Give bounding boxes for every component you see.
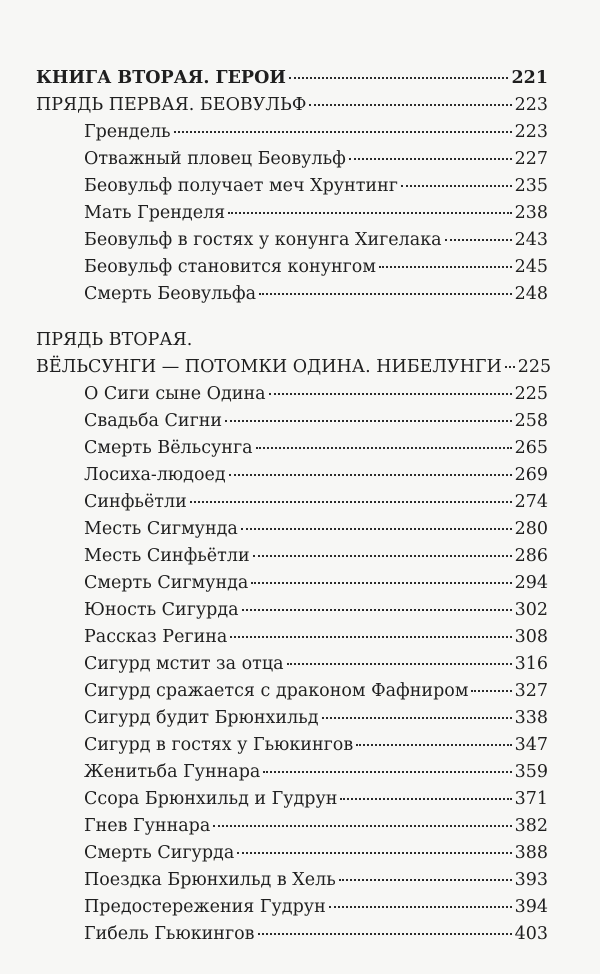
toc-leader-dots xyxy=(225,420,512,422)
toc-entry-title: Месть Сигмунда xyxy=(84,519,238,539)
toc-entry-title: Ссора Брюнхильд и Гудрун xyxy=(84,789,338,809)
toc-leader-dots xyxy=(309,104,511,106)
toc-entry-title: Мать Гренделя xyxy=(84,203,226,223)
toc-book-entry[interactable] xyxy=(36,68,548,95)
toc-leader-dots xyxy=(339,879,512,881)
toc-entry-title: Женитьба Гуннара xyxy=(84,762,261,782)
toc-leader-dots xyxy=(329,906,512,908)
toc-leader-dots xyxy=(253,555,512,557)
toc-chapter-entry[interactable] xyxy=(36,627,548,654)
section-gap xyxy=(36,311,548,330)
toc-entry-title: Смерть Сигурда xyxy=(84,843,235,863)
toc-chapter-list-2 xyxy=(36,384,548,951)
toc-page-number: 258 xyxy=(514,411,548,431)
toc-leader-dots xyxy=(237,852,511,854)
toc-entry-title: Месть Синфьётли xyxy=(84,546,250,566)
toc-leader-dots xyxy=(251,582,511,584)
toc-leader-dots xyxy=(349,158,512,160)
toc-page-number: 403 xyxy=(514,924,548,944)
toc-chapter-entry[interactable] xyxy=(36,897,548,924)
toc-page-number: 245 xyxy=(514,257,548,277)
toc-leader-dots xyxy=(287,663,512,665)
toc-page-number: 227 xyxy=(514,149,548,169)
toc-page-number: 225 xyxy=(517,357,552,377)
toc-leader-dots xyxy=(258,933,512,935)
toc-leader-dots xyxy=(340,798,511,800)
toc-part-entry[interactable] xyxy=(36,357,552,384)
toc-entry-title: Отважный пловец Беовульф xyxy=(84,149,346,169)
toc-chapter-entry[interactable] xyxy=(36,203,548,230)
toc-chapter-entry[interactable] xyxy=(36,816,548,843)
toc-page-number: 269 xyxy=(514,465,548,485)
toc-leader-dots xyxy=(230,636,511,638)
toc-entry-title: Смерть Беовульфа xyxy=(84,284,257,304)
toc-page-number: 248 xyxy=(514,284,548,304)
toc-chapter-entry[interactable] xyxy=(36,492,548,519)
toc-page-number: 308 xyxy=(514,627,548,647)
toc-chapter-entry[interactable] xyxy=(36,654,548,681)
toc-entry-title: Беовульф становится конунгом xyxy=(84,257,376,277)
toc-entry-title: ВЁЛЬСУНГИ — ПОТОМКИ ОДИНА. НИБЕЛУНГИ xyxy=(36,357,502,377)
toc-chapter-entry[interactable] xyxy=(36,843,548,870)
toc-entry-title: Синфьётли xyxy=(84,492,187,512)
toc-page-number: 338 xyxy=(514,708,548,728)
toc-page-number: 274 xyxy=(514,492,548,512)
toc-entry-title: Рассказ Регина xyxy=(84,627,228,647)
toc-chapter-entry[interactable] xyxy=(36,284,548,311)
toc-chapter-entry[interactable] xyxy=(36,573,548,600)
toc-chapter-entry[interactable] xyxy=(36,762,548,789)
toc-entry-title: Юность Сигурда xyxy=(84,600,239,620)
toc-entry-title: Беовульф в гостях у конунга Хигелака xyxy=(84,230,442,250)
toc-chapter-entry[interactable] xyxy=(36,546,548,573)
toc-chapter-entry[interactable] xyxy=(36,519,548,546)
toc-leader-dots xyxy=(213,825,511,827)
toc-chapter-entry[interactable] xyxy=(36,122,548,149)
toc-page-number: 286 xyxy=(514,546,548,566)
toc-page-number: 382 xyxy=(514,816,548,836)
toc-entry-title: Грендель xyxy=(84,122,171,142)
toc-chapter-entry[interactable] xyxy=(36,924,548,951)
toc-leader-dots xyxy=(471,690,511,692)
toc-leader-dots xyxy=(269,393,512,395)
toc-chapter-entry[interactable] xyxy=(36,708,548,735)
toc-leader-dots xyxy=(190,501,512,503)
toc-chapter-entry[interactable] xyxy=(36,870,548,897)
toc-entry-title: Беовульф получает меч Хрунтинг xyxy=(84,176,398,196)
toc-chapter-entry[interactable] xyxy=(36,735,548,762)
toc-entry-title: Свадьба Сигни xyxy=(84,411,223,431)
toc-entry-title: Гнев Гуннара xyxy=(84,816,211,836)
toc-page-number: 359 xyxy=(514,762,548,782)
toc-part-title-line: ПРЯДЬ ВТОРАЯ. xyxy=(36,330,193,350)
toc-entry-title: Предостережения Гудрун xyxy=(84,897,326,917)
toc-leader-dots xyxy=(228,212,511,214)
toc-entry-title: Сигурд в гостях у Гьюкингов xyxy=(84,735,354,755)
toc-page-number: 235 xyxy=(514,176,548,196)
toc-entry-title: Гибель Гьюкингов xyxy=(84,924,255,944)
toc-page-number: 393 xyxy=(514,870,548,890)
toc-page-number: 294 xyxy=(514,573,548,593)
toc-chapter-entry[interactable] xyxy=(36,438,548,465)
toc-page-number: 238 xyxy=(514,203,548,223)
toc-leader-dots xyxy=(356,744,511,746)
toc-leader-dots xyxy=(379,266,512,268)
toc-entry-title: Сигурд будит Брюнхильд xyxy=(84,708,319,728)
toc-page-number: 225 xyxy=(514,384,548,404)
toc-entry-title: КНИГА ВТОРАЯ. ГЕРОИ xyxy=(36,68,286,88)
toc-page-number: 394 xyxy=(514,897,548,917)
toc-leader-dots xyxy=(322,717,512,719)
toc-entry-title: Лосиха-людоед xyxy=(84,465,226,485)
toc-chapter-entry[interactable] xyxy=(36,465,548,492)
toc-chapter-entry[interactable] xyxy=(36,149,548,176)
toc-page-number: 327 xyxy=(514,681,548,701)
toc-entry-title: О Сиги сыне Одина xyxy=(84,384,266,404)
toc-chapter-entry[interactable] xyxy=(36,384,548,411)
toc-entry-title: Смерть Сигмунда xyxy=(84,573,249,593)
toc-leader-dots xyxy=(174,131,512,133)
toc-page-number: 371 xyxy=(514,789,548,809)
toc-leader-dots xyxy=(505,366,515,368)
toc-entry-title: Сигурд мстит за отца xyxy=(84,654,284,674)
toc-leader-dots xyxy=(229,474,512,476)
toc-chapter-entry[interactable] xyxy=(36,600,548,627)
toc-entry-title: Смерть Вёльсунга xyxy=(84,438,253,458)
toc-chapter-entry[interactable] xyxy=(36,257,548,284)
toc-chapter-entry[interactable] xyxy=(36,411,548,438)
toc-page-number: 302 xyxy=(514,600,548,620)
toc-chapter-list-1 xyxy=(36,122,548,311)
toc-page-number: 388 xyxy=(514,843,548,863)
toc-page-number: 221 xyxy=(511,68,548,88)
table-of-contents xyxy=(36,68,552,951)
toc-entry-title: Сигурд сражается с драконом Фафниром xyxy=(84,681,469,701)
toc-leader-dots xyxy=(256,447,512,449)
toc-leader-dots xyxy=(263,771,511,773)
toc-page-number: 347 xyxy=(514,735,548,755)
toc-leader-dots xyxy=(289,77,509,79)
toc-page-number: 280 xyxy=(514,519,548,539)
toc-page-number: 223 xyxy=(514,122,548,142)
toc-chapter-entry[interactable] xyxy=(36,176,548,203)
toc-chapter-entry[interactable] xyxy=(36,230,548,257)
toc-entry-title: Поездка Брюнхильд в Хель xyxy=(84,870,336,890)
toc-page-number: 223 xyxy=(514,95,548,115)
toc-entry-title: ПРЯДЬ ПЕРВАЯ. БЕОВУЛЬФ xyxy=(36,95,307,115)
toc-leader-dots xyxy=(445,239,512,241)
toc-chapter-entry[interactable] xyxy=(36,681,548,708)
toc-page-number: 265 xyxy=(514,438,548,458)
toc-part-entry[interactable] xyxy=(36,95,548,122)
toc-leader-dots xyxy=(241,528,512,530)
toc-page-number: 243 xyxy=(514,230,548,250)
toc-leader-dots xyxy=(401,185,512,187)
toc-page-number: 316 xyxy=(514,654,548,674)
toc-leader-dots xyxy=(242,609,512,611)
toc-leader-dots xyxy=(259,293,512,295)
toc-chapter-entry[interactable] xyxy=(36,789,548,816)
